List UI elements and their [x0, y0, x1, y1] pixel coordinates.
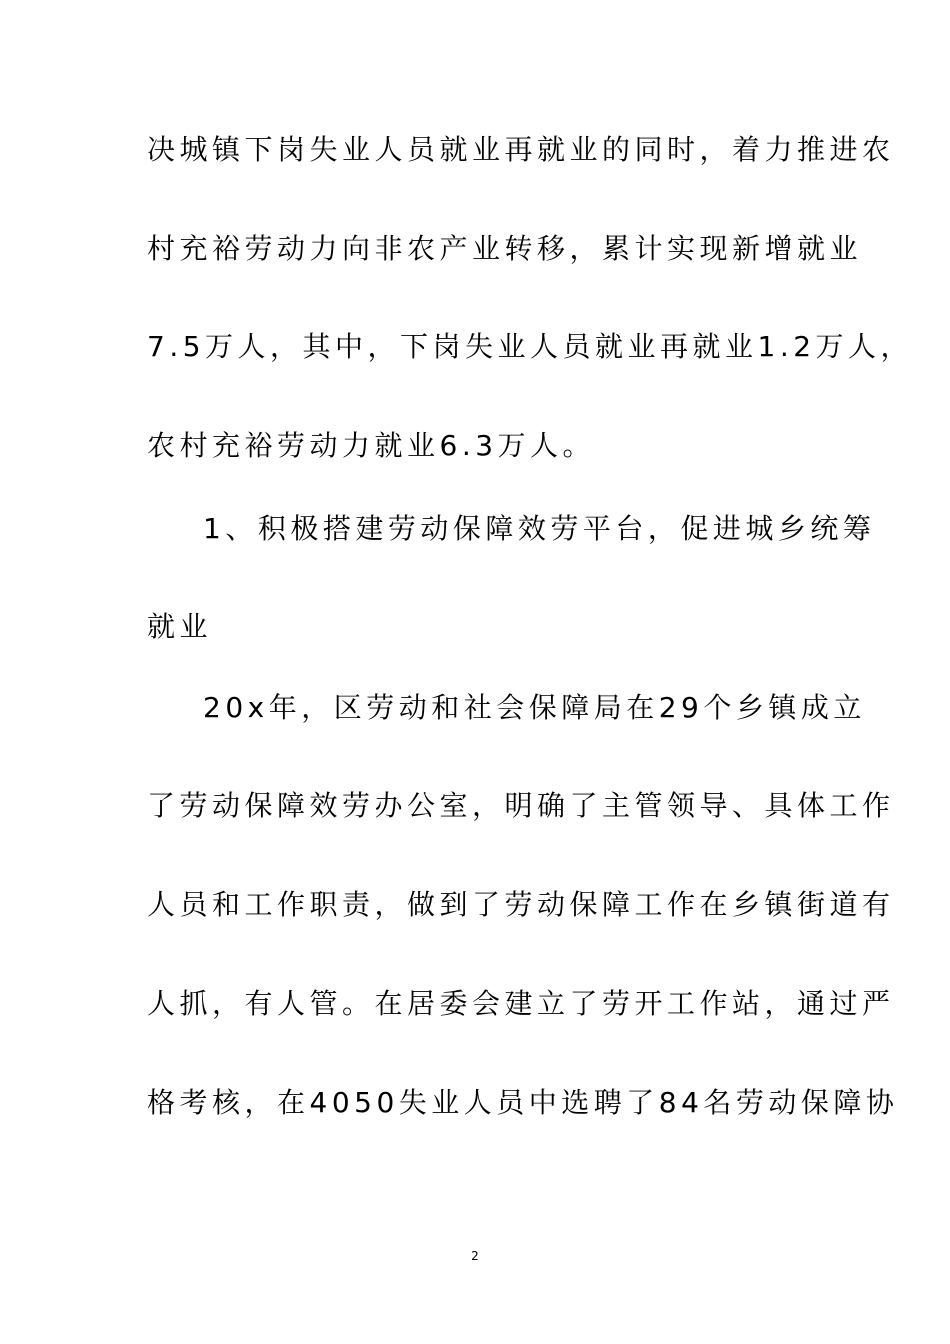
body-text-line: 决城镇下岗失业人员就业再就业的同时，着力推进农 [147, 133, 895, 166]
body-text-line: 7.5万人，其中，下岗失业人员就业再就业1.2万人， [147, 330, 914, 363]
section-heading-line: 就业 [147, 610, 213, 643]
body-text-line: 了劳动保障效劳办公室，明确了主管领导、具体工作 [147, 789, 895, 822]
body-text-line: 20x年，区劳动和社会保障局在29个乡镇成立 [203, 691, 866, 724]
body-text-line: 人抓，有人管。在居委会建立了劳开工作站，通过严 [147, 987, 895, 1020]
section-heading-line: 1、积极搭建劳动保障效劳平台，促进城乡统筹 [203, 512, 876, 545]
body-text-line: 村充裕劳动力向非农产业转移，累计实现新增就业 [147, 232, 863, 265]
body-text-line: 人员和工作职责，做到了劳动保障工作在乡镇街道有 [147, 888, 895, 921]
page-number: 2 [471, 1249, 479, 1263]
body-text-line: 农村充裕劳动力就业6.3万人。 [147, 429, 596, 462]
body-text-line: 格考核，在4050失业人员中选聘了84名劳动保障协 [147, 1086, 899, 1119]
